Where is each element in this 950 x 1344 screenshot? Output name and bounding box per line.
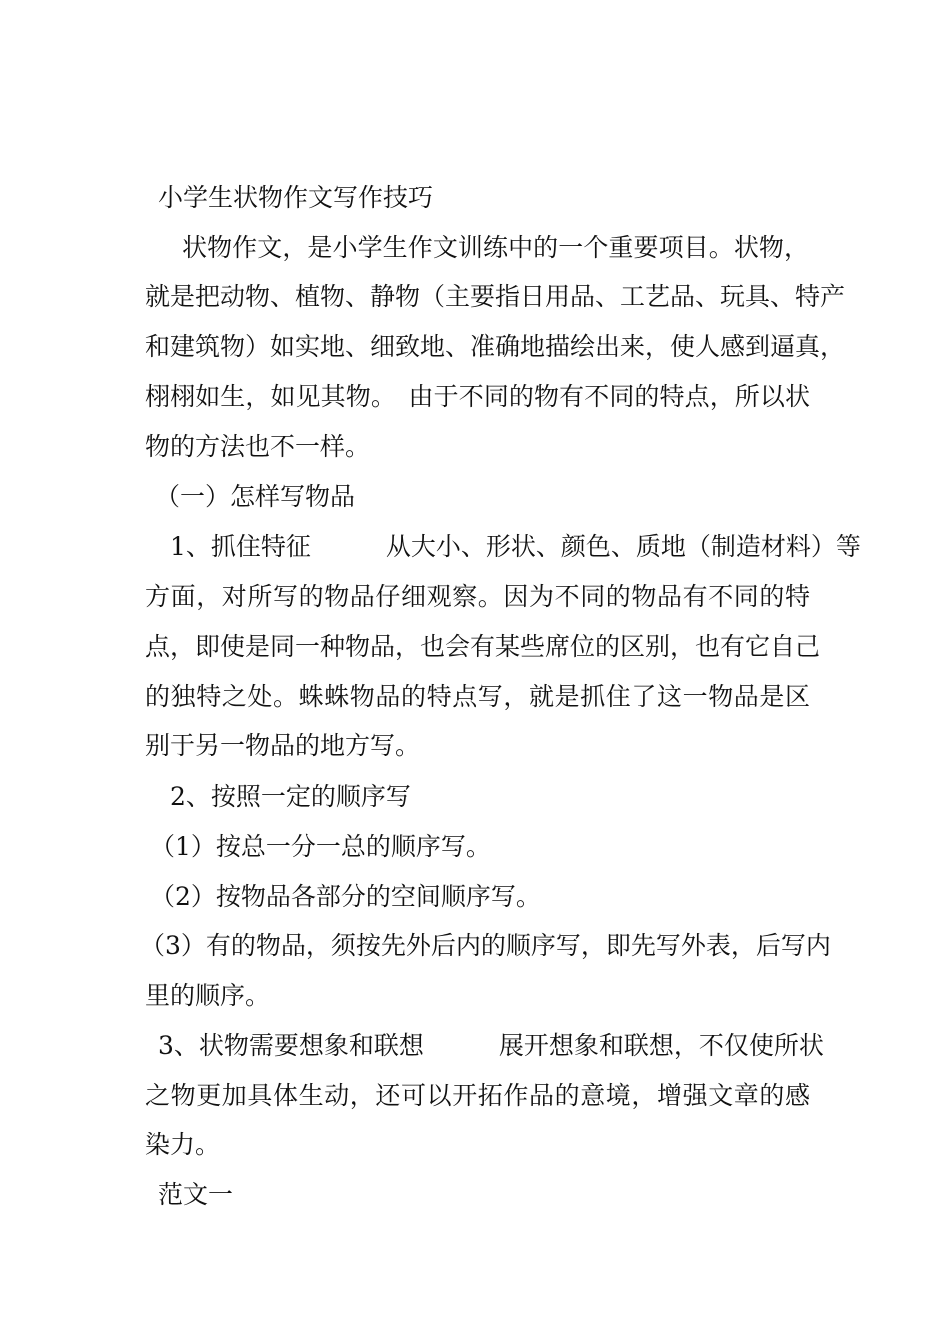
point2-heading: 2、按照一定的顺序写	[170, 782, 411, 811]
intro-line-4: 栩栩如生，如见其物。 由于不同的物有不同的特点，所以状	[145, 382, 810, 411]
intro-line-2: 就是把动物、植物、静物（主要指日用品、工艺品、玩具、特产	[145, 282, 846, 311]
intro-line-3: 和建筑物）如实地、细致地、准确地描绘出来，使人感到逼真，	[145, 332, 846, 361]
document-title: 小学生状物作文写作技巧	[158, 183, 434, 212]
section-heading: （一）怎样写物品	[155, 482, 356, 511]
point2-item-1: （1）按总一分一总的顺序写。	[150, 832, 491, 861]
point2-item-3-line-1: （3）有的物品，须按先外后内的顺序写，即先写外表，后写内	[140, 931, 831, 960]
point3-line-3: 染力。	[145, 1130, 221, 1159]
point1-line-1: 1、抓住特征 从大小、形状、颜色、质地（制造材料）等	[170, 532, 861, 561]
point1-line-5: 别于另一物品的地方写。	[145, 731, 421, 760]
example-heading: 范文一	[158, 1180, 234, 1209]
point2-item-2: （2）按物品各部分的空间顺序写。	[150, 882, 541, 911]
point3-line-1: 3、状物需要想象和联想 展开想象和联想，不仅使所状	[158, 1031, 824, 1060]
point2-item-3-line-2: 里的顺序。	[145, 981, 271, 1010]
intro-line-1: 状物作文，是小学生作文训练中的一个重要项目。状物，	[182, 233, 809, 262]
point1-line-2: 方面，对所写的物品仔细观察。因为不同的物品有不同的特	[145, 582, 810, 611]
point1-line-3: 点，即使是同一种物品，也会有某些席位的区别，也有它自己	[145, 632, 821, 661]
point3-line-2: 之物更加具体生动，还可以开拓作品的意境，增强文章的感	[145, 1081, 810, 1110]
point1-line-4: 的独特之处。蛛蛛物品的特点写，就是抓住了这一物品是区	[145, 682, 810, 711]
intro-line-5: 物的方法也不一样。	[145, 432, 371, 461]
